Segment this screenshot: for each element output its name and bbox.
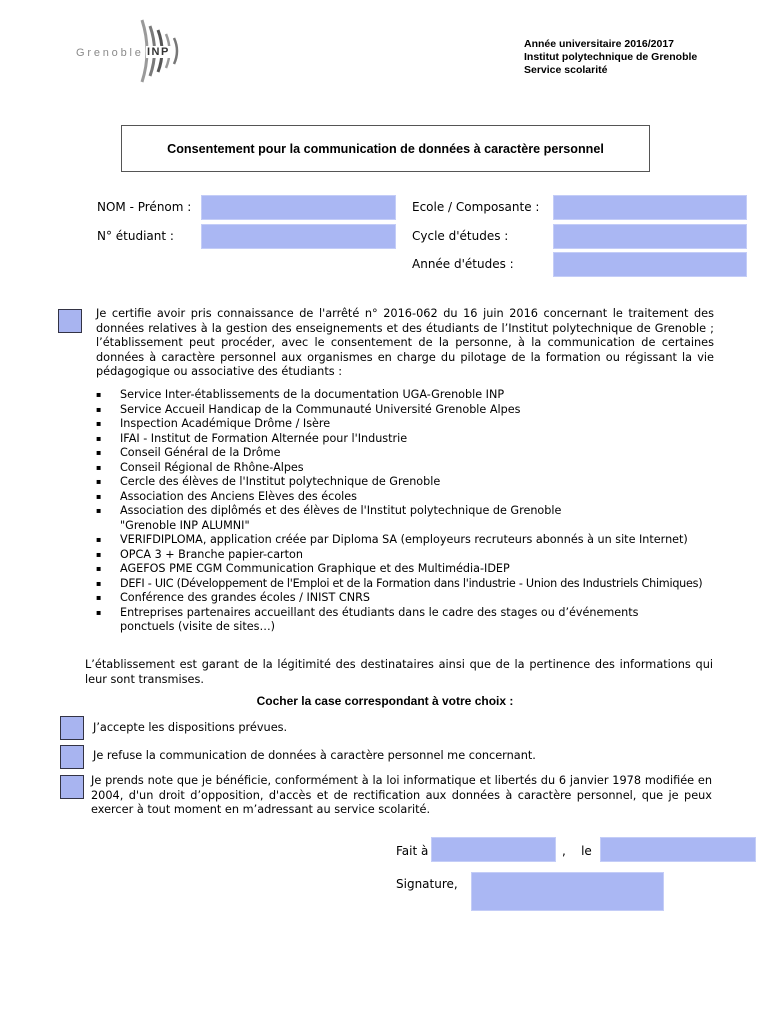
choice-heading: Cocher la case correspondant à votre choix : [256,694,514,708]
list-item: ▪ VERIFDIPLOMA, application créée par Diploma SA (employeurs recruteurs abonnés à un site Internet) [96,533,688,546]
list-item: ▪ Service Inter-établissements de la documentation UGA-Grenoble INP [96,388,505,401]
note-label: Je prends note que je bénéficie, conformément à la loi informatique et libertés du 6 janvier 1978 modifiée en 2004, d'un droit d’opposition, d'accès et de rectification aux données à caractère personnel, que je peux exercer à tout moment en m’adressant au service scolarité. [91,774,712,817]
list-item: ▪ Conseil Régional de Rhône-Alpes [96,460,304,474]
ecole-label: Ecole / Composante : [412,200,540,214]
fait-label: Fait à [396,844,429,858]
bullet-icon: ▪ [96,419,102,428]
page-title: Consentement pour la communication de données à caractère personnel [167,141,604,156]
bullet-icon: ▪ [96,390,102,399]
recipients-list [96,388,766,635]
cycle-field[interactable] [553,224,747,249]
nom-label: NOM - Prénom : [97,200,192,214]
bullet-icon: ▪ [96,564,102,573]
nom-field[interactable] [201,195,396,220]
bullet-icon: ▪ [96,448,102,457]
list-item: ▪ Cercle des élèves de l'Institut polytechnique de Grenoble [96,475,441,488]
signature-label: Signature, [396,877,458,891]
bullet-icon: ▪ [96,535,102,544]
bullet-icon: ▪ [96,578,102,588]
list-item: ▪ Association des diplômés et des élèves de l'Institut polytechnique de Grenoble "Grenoble INP ALUMNI" [96,504,562,532]
logo-text-inp: INP [147,46,170,58]
annee-label: Année d'études : [412,257,514,271]
bullet-icon: ▪ [96,491,102,501]
bullet-icon: ▪ [96,607,102,617]
bullet-icon: ▪ [96,462,102,472]
logo-text: Grenoble [76,47,144,59]
refuse-checkbox[interactable] [60,745,84,769]
grenoble-inp-logo [70,16,190,86]
cycle-label: Cycle d'études : [412,229,509,243]
bullet-icon: ▪ [96,404,102,414]
annee-field[interactable] [553,252,747,277]
title-box [121,125,650,172]
guarantee-text: L’établissement est garant de la légitimité des destinataires ainsi que de la pertinence des informations qui leur sont transmises. [85,658,713,686]
certify-text: Je certifie avoir pris connaissance de l'arrêté n° 2016-062 du 16 juin 2016 concernant le traitement des données relatives à la gestion des enseignements et des étudiants de l’Institut polytechnique de Grenoble ; l’établissement peut procéder, avec le consentement de la personne, à la communication de certaines données à caractère personnel aux organismes en charge du pilotage de la formation ou régissant la vie pédagogique ou associative des étudiants : [96,307,714,379]
fait-field[interactable] [431,837,556,862]
list-item: ▪ Association des Anciens Elèves des écoles [96,489,358,503]
header-info [524,38,697,77]
accept-checkbox[interactable] [60,716,84,740]
accept-label: J’accepte les dispositions prévues. [93,721,288,734]
bullet-icon: ▪ [96,477,102,486]
list-item: ▪ Inspection Académique Drôme / Isère [96,417,331,430]
list-item: ▪ OPCA 3 + Branche papier-carton [96,547,303,561]
list-item: ▪ Conférence des grandes écoles / INIST CNRS [96,591,370,604]
bullet-icon: ▪ [96,506,102,515]
etudiant-field[interactable] [201,224,396,249]
bullet-icon: ▪ [96,549,102,559]
bullet-icon: ▪ [96,593,102,602]
date-field[interactable] [600,837,756,862]
le-label: , le [562,844,592,858]
list-item: ▪ DEFI - UIC (Développement de l'Emploi et de la Formation dans l'industrie - Union des Industriels Chimiques) [96,576,703,590]
list-item: ▪ AGEFOS PME CGM Communication Graphique et des Multimédia-IDEP [96,562,510,575]
academic-year: Année universitaire 2016/2017 [524,38,675,50]
signature-field[interactable] [471,872,664,911]
list-item: ▪ Service Accueil Handicap de la Communauté Université Grenoble Alpes [96,402,521,416]
service-name: Service scolarité [524,64,608,76]
certify-checkbox[interactable] [58,309,82,333]
institution-name: Institut polytechnique de Grenoble [524,51,698,63]
etudiant-label: N° étudiant : [97,229,174,243]
list-item: ▪ IFAI - Institut de Formation Alternée pour l'Industrie [96,431,408,445]
list-item: ▪ Conseil Général de la Drôme [96,446,281,459]
note-checkbox[interactable] [60,775,84,799]
list-item: ▪ Entreprises partenaires accueillant des étudiants dans le cadre des stages ou d’événements ponctuels (visite de sites…) [96,605,639,633]
bullet-icon: ▪ [96,433,102,443]
ecole-field[interactable] [553,195,747,220]
refuse-label: Je refuse la communication de données à caractère personnel me concernant. [93,749,536,762]
